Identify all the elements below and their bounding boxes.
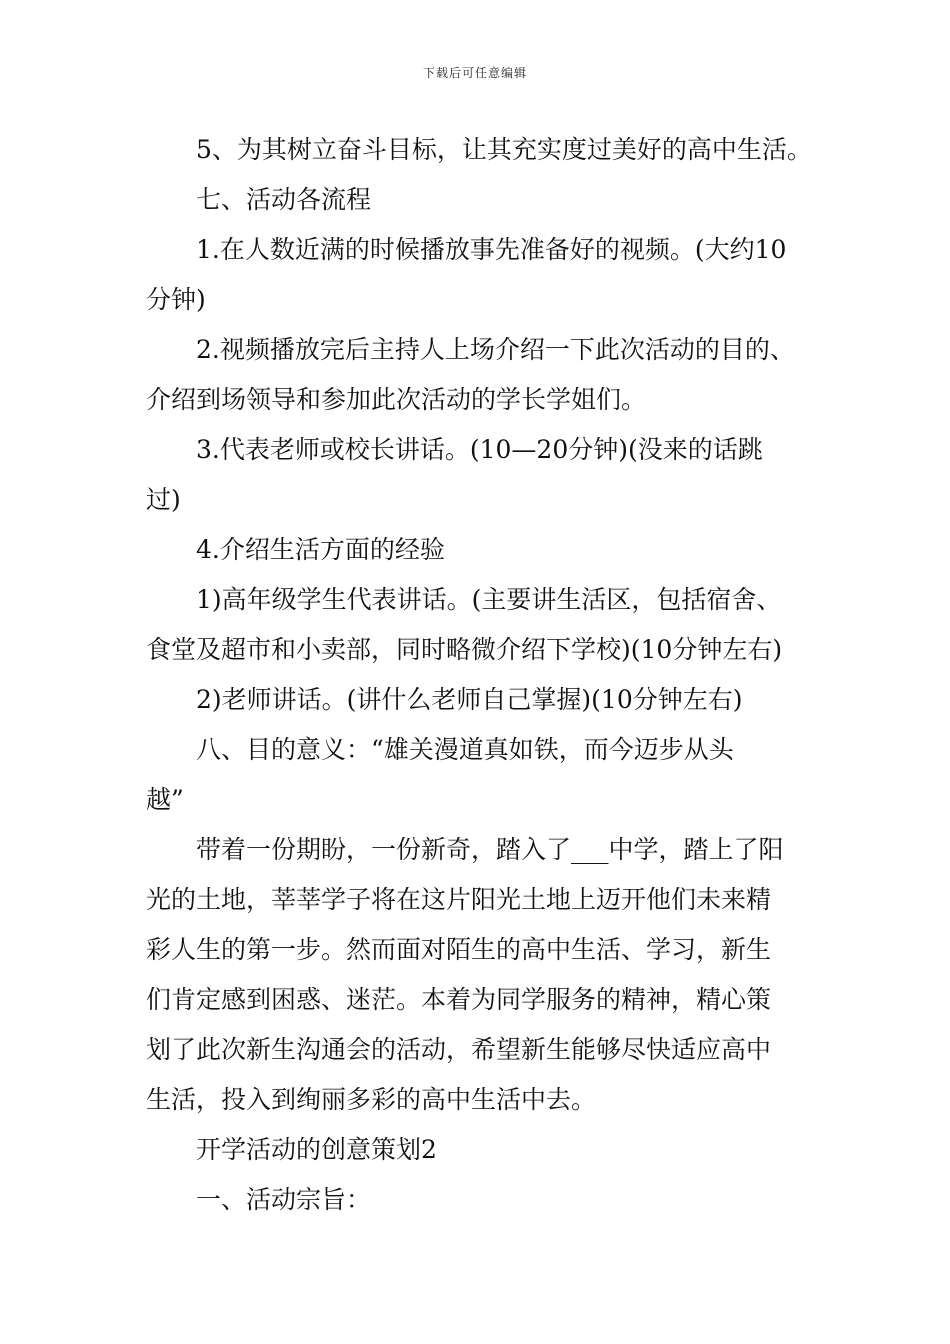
paragraph-line: 越” (146, 785, 184, 814)
paragraph-line: 彩人生的第一步。然而面对陌生的高中生活、学习，新生 (146, 935, 772, 964)
paragraph-line: 分钟) (146, 285, 206, 314)
paragraph-line: 2.视频播放完后主持人上场介绍一下此次活动的目的、 (196, 335, 795, 364)
paragraph-line: 介绍到场领导和参加此次活动的学长学姐们。 (146, 385, 647, 414)
paragraph-line: 生活，投入到绚丽多彩的高中生活中去。 (146, 1085, 597, 1114)
paragraph-line: 划了此次新生沟通会的活动，希望新生能够尽快适应高中 (146, 1035, 772, 1064)
section-heading: 七、活动各流程 (196, 185, 372, 214)
paragraph-line: 带着一份期盼，一份新奇，踏入了___中学，踏上了阳 (196, 835, 784, 864)
paragraph-line: 4.介绍生活方面的经验 (196, 535, 445, 564)
paragraph-line: 1.在人数近满的时候播放事先准备好的视频。(大约10 (196, 235, 787, 264)
paragraph-line: 2)老师讲话。(讲什么老师自己掌握)(10分钟左右) (196, 685, 743, 714)
paragraph-line: 光的土地，莘莘学子将在这片阳光土地上迈开他们未来精 (146, 885, 772, 914)
page-header: 下载后可任意编辑 (422, 66, 527, 80)
document-title: 开学活动的创意策划2 (196, 1135, 437, 1164)
paragraph-line: 3.代表老师或校长讲话。(10—20分钟)(没来的话跳 (196, 435, 763, 464)
section-heading: 八、目的意义：“雄关漫道真如铁，而今迈步从头 (196, 735, 734, 764)
paragraph-line: 过) (146, 485, 181, 514)
section-heading: 一、活动宗旨： (196, 1185, 372, 1214)
paragraph-line: 1)高年级学生代表讲话。(主要讲生活区，包括宿舍、 (196, 585, 782, 614)
paragraph-line: 5、为其树立奋斗目标，让其充实度过美好的高中生活。 (196, 135, 812, 164)
paragraph-line: 们肯定感到困惑、迷茫。本着为同学服务的精神，精心策 (146, 985, 772, 1014)
paragraph-line: 食堂及超市和小卖部，同时略微介绍下学校)(10分钟左右) (146, 635, 783, 664)
